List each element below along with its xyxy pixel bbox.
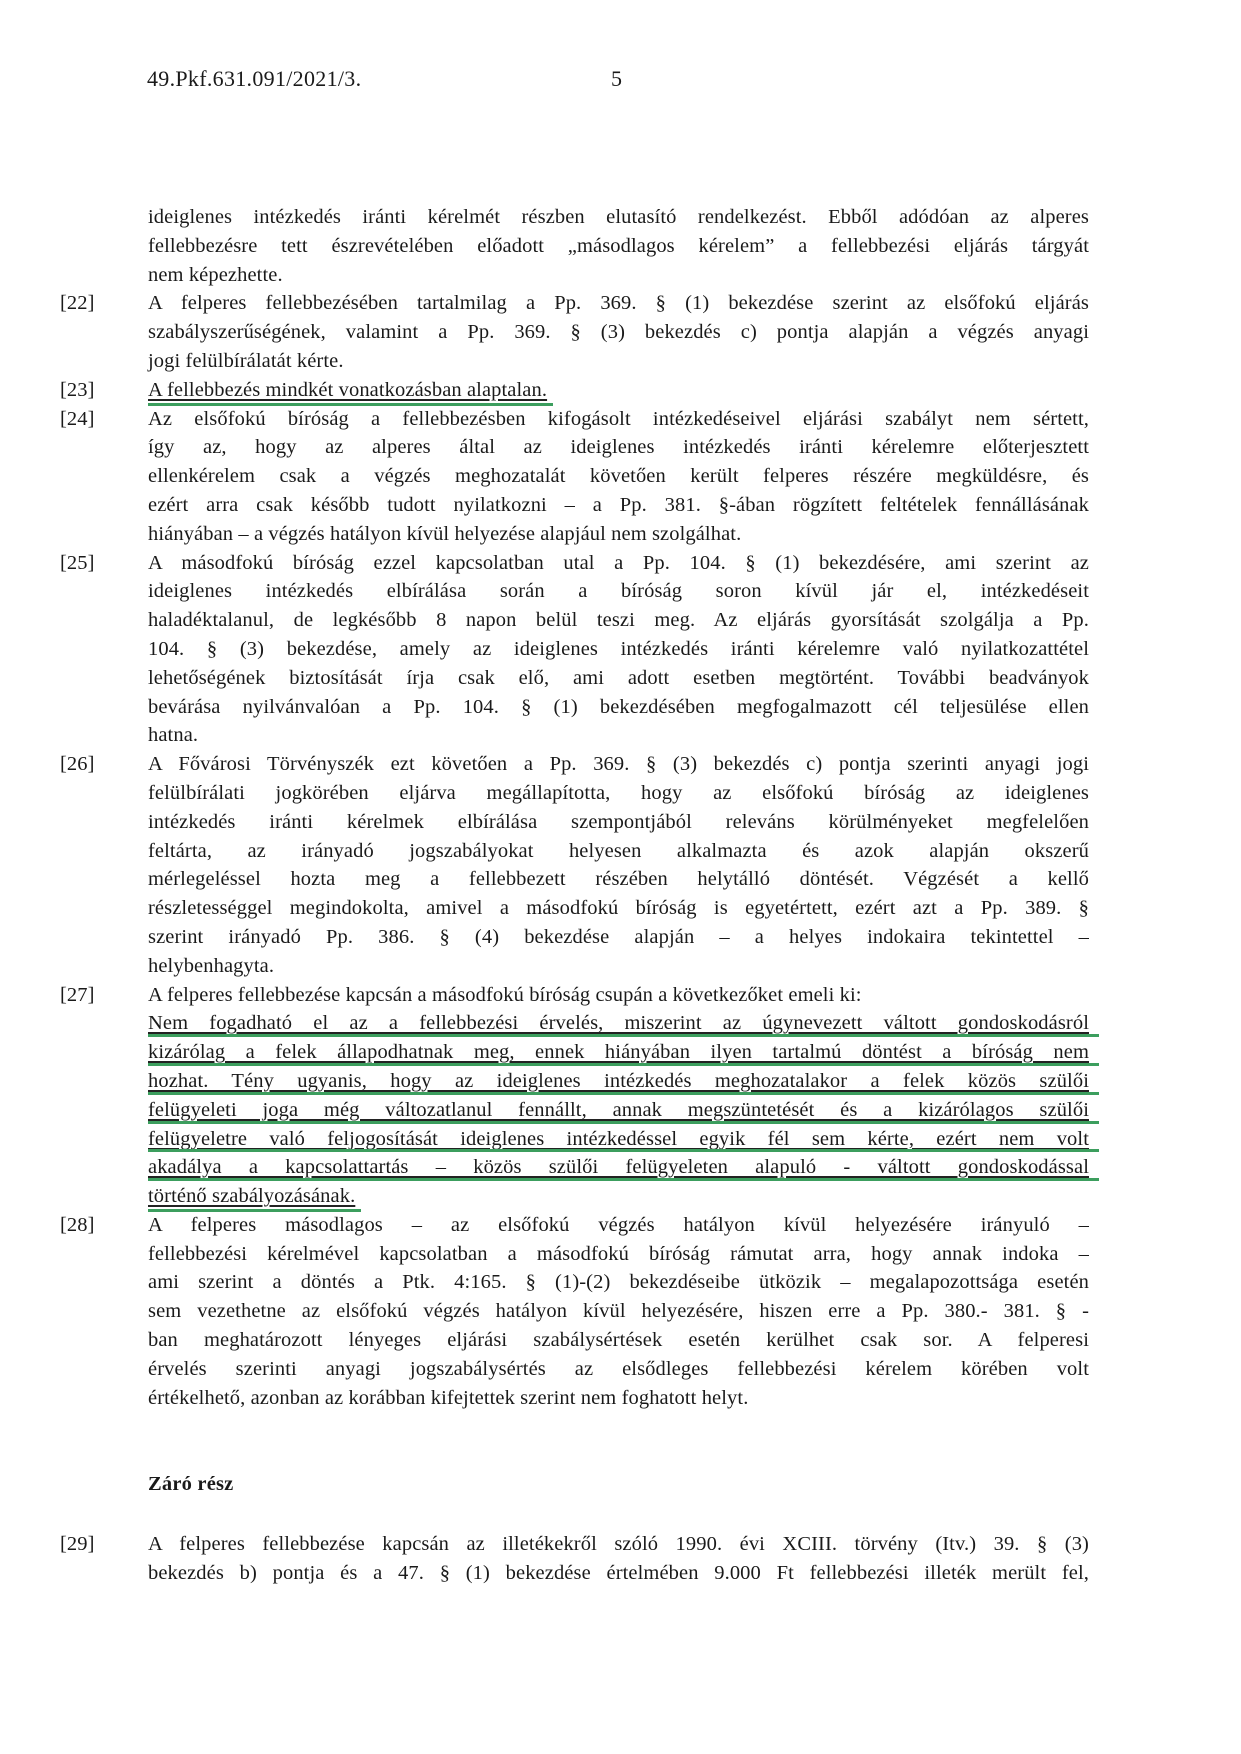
paragraph	[148, 203, 1089, 289]
line-text: értékelhető, azonban az korábban kifejtettek szerint nem foghatott helyt.	[148, 1386, 749, 1409]
paragraph	[60, 376, 1089, 405]
text-line-underlined	[148, 1182, 1089, 1211]
line-text: nem képezhette.	[148, 263, 283, 286]
line-text: A felperes fellebbezése kapcsán az illetékekről szóló 1990. évi XCIII. törvény (Itv.) 39. § (3)	[148, 1533, 1089, 1556]
text-line	[148, 462, 1089, 491]
line-text: felülbírálati jogkörében eljárva megállapította, hogy az elsőfokú bíróság az ideiglenes	[148, 781, 1089, 804]
paragraph	[60, 1530, 1089, 1588]
text-line	[148, 433, 1089, 462]
green-underline-annotation	[148, 1182, 355, 1211]
text-line	[148, 1355, 1089, 1384]
paragraph-number: [25]	[60, 551, 95, 574]
line-text: bekezdés b) pontja és a 47. § (1) bekezdése értelmében 9.000 Ft fellebbezési illeték merült fel,	[148, 1562, 1089, 1585]
line-text: hozhat. Tény ugyanis, hogy az ideiglenes intézkedés meghozatalakor a felek közös szülői	[148, 1069, 1089, 1092]
line-text: Nem fogadható el az a fellebbezési érvelés, miszerint az úgynevezett váltott gondoskodásról	[148, 1012, 1089, 1035]
text-line	[148, 750, 1089, 779]
line-text: lehetőségének biztosítását írja csak elő, ami adott esetben megtörtént. További beadványok	[148, 666, 1089, 689]
line-text: A másodfokú bíróság ezzel kapcsolatban utal a Pp. 104. § (1) bekezdésére, ami szerint az	[148, 551, 1089, 574]
text-line	[148, 808, 1089, 837]
page-number: 5	[611, 66, 622, 91]
line-text: fellebbezési kérelmével kapcsolatban a másodfokú bíróság rámutat arra, hogy annak indoka –	[148, 1242, 1089, 1265]
text-line	[148, 837, 1089, 866]
text-line-underlined	[148, 1125, 1089, 1154]
text-line	[148, 865, 1089, 894]
line-text: mérlegeléssel hozta meg a fellebbezett részében helytálló döntését. Végzését a kellő	[148, 868, 1089, 891]
text-line	[148, 1384, 1089, 1413]
line-text: ami szerint a döntés a Ptk. 4:165. § (1)-(2) bekezdéseibe ütközik – megalapozottsága esetén	[148, 1271, 1089, 1294]
line-text: ezért arra csak később tudott nyilatkozni – a Pp. 381. §-ában rögzített feltételek fennállásának	[148, 493, 1089, 516]
text-line	[148, 318, 1089, 347]
line-text: A Fővárosi Törvényszék ezt követően a Pp. 369. § (3) bekezdés c) pontja szerinti anyagi jogi	[148, 753, 1089, 776]
closing-paragraphs	[0, 1530, 1241, 1588]
line-text: felügyeletre való feljogosítását ideiglenes intézkedéssel egyik fél sem kérte, ezért nem volt	[148, 1127, 1089, 1150]
text-line-underlined	[148, 1153, 1089, 1182]
main-paragraphs	[0, 203, 1241, 1412]
text-line	[148, 606, 1089, 635]
line-text: bevárása nyilvánvalóan a Pp. 104. § (1) bekezdésében megfogalmazott cél teljesülése ellen	[148, 695, 1089, 718]
line-text: intézkedés iránti kérelmek elbírálása szempontjából releváns körülményeket megfelelően	[148, 810, 1089, 833]
paragraph-number: [26]	[60, 753, 95, 776]
line-text: hatna.	[148, 724, 199, 747]
paragraph-number: [28]	[60, 1213, 95, 1236]
line-text: Az elsőfokú bíróság a fellebbezésben kifogásolt intézkedéseivel eljárási szabályt nem sértett,	[148, 407, 1089, 430]
text-line	[148, 347, 1089, 376]
paragraph	[60, 549, 1089, 751]
text-line	[148, 405, 1089, 434]
document-body	[0, 203, 1241, 1588]
line-text: sem vezethetne az elsőfokú végzés hatályon kívül helyezésére, hiszen erre a Pp. 380.- 381. § -	[148, 1300, 1089, 1323]
text-line	[148, 664, 1089, 693]
paragraph-number: [23]	[60, 378, 95, 401]
text-line	[148, 520, 1089, 549]
text-line	[148, 894, 1089, 923]
paragraph-number: [24]	[60, 407, 95, 430]
green-underline-annotation	[148, 376, 547, 405]
line-text: A felperes fellebbezésében tartalmilag a Pp. 369. § (1) bekezdése szerint az elsőfokú eljárás	[148, 292, 1089, 315]
line-text: szerint irányadó Pp. 386. § (4) bekezdése alapján – a helyes indokaira tekintettel –	[148, 925, 1089, 948]
line-text: A fellebbezés mindkét vonatkozásban alaptalan.	[148, 378, 548, 401]
paragraph	[60, 405, 1089, 549]
text-line-underlined	[148, 1009, 1089, 1038]
text-line	[148, 261, 1089, 290]
line-text: feltárta, az irányadó jogszabályokat helyesen alkalmazta és azok alapján okszerű	[148, 839, 1089, 862]
text-line	[148, 1297, 1089, 1326]
line-text: A felperes másodlagos – az elsőfokú végzés hatályon kívül helyezésére irányuló –	[148, 1213, 1089, 1236]
text-line	[148, 1530, 1089, 1559]
line-text: ideiglenes intézkedés iránti kérelmét részben elutasító rendelkezést. Ebből adódóan az alperes	[148, 206, 1089, 228]
text-line-underlined	[148, 1038, 1089, 1067]
paragraph	[60, 981, 1089, 1211]
text-line-underlined	[148, 1067, 1089, 1096]
line-text: kizárólag a felek állapodhatnak meg, ennek hiányában ilyen tartalmú döntést a bíróság nem	[148, 1041, 1089, 1064]
text-line	[148, 981, 1089, 1010]
line-text: részletességgel megindokolta, amivel a másodfokú bíróság is egyetértett, ezért azt a Pp. 389. §	[148, 897, 1089, 920]
line-text: haladéktalanul, de legkésőbb 8 napon belül teszi meg. Az eljárás gyorsítását szolgálja a Pp.	[148, 609, 1089, 632]
text-line	[148, 491, 1089, 520]
line-text: így az, hogy az alperes által az ideiglenes intézkedés iránti kérelemre előterjesztett	[148, 436, 1089, 459]
line-text: felügyeleti joga még változatlanul fennállt, annak megszüntetését és a kizárólagos szülői	[148, 1098, 1089, 1121]
text-line	[148, 1211, 1089, 1240]
text-line	[148, 635, 1089, 664]
text-line-underlined	[148, 376, 1089, 405]
paragraph-number: [27]	[60, 983, 95, 1006]
line-text: akadálya a kapcsolattartás – közös szülői felügyeleten alapuló - váltott gondoskodással	[148, 1156, 1089, 1179]
paragraph-number: [29]	[60, 1533, 95, 1556]
text-line	[148, 1326, 1089, 1355]
line-text: hiányában – a végzés hatályon kívül helyezése alapjául nem szolgálhat.	[148, 522, 742, 545]
text-line	[148, 1268, 1089, 1297]
text-line	[148, 721, 1089, 750]
line-text: érvelés szerinti anyagi jogszabálysértés az elsődleges fellebbezési kérelem körében volt	[148, 1357, 1089, 1380]
text-line	[148, 952, 1089, 981]
text-line	[148, 577, 1089, 606]
line-text: jogi felülbírálatát kérte.	[148, 349, 344, 372]
text-line	[148, 549, 1089, 578]
line-text: szabályszerűségének, valamint a Pp. 369. § (3) bekezdés c) pontja alapján a végzés anyagi	[148, 321, 1089, 344]
paragraph	[60, 1211, 1089, 1413]
text-line	[148, 923, 1089, 952]
line-text: történő szabályozásának.	[148, 1185, 356, 1208]
paragraph	[60, 750, 1089, 980]
text-line	[148, 232, 1089, 261]
text-line	[148, 693, 1089, 722]
line-text: fellebbezésre tett észrevételében előadott „másodlagos kérelem” a fellebbezési eljárás tárgyát	[148, 234, 1089, 257]
case-number: 49.Pkf.631.091/2021/3.	[147, 66, 362, 91]
text-line	[148, 289, 1089, 318]
closing-heading: Záró rész	[148, 1473, 234, 1496]
line-text: ban meghatározott lényeges eljárási szabálysértések esetén kerülhet csak sor. A felperesi	[148, 1329, 1089, 1352]
line-text: ideiglenes intézkedés elbírálása során a bíróság soron kívül jár el, intézkedéseit	[148, 580, 1089, 603]
line-text: ellenkérelem csak a végzés meghozatalát követően került felperes részére megküldésre, és	[148, 465, 1089, 488]
paragraph-number: [22]	[60, 292, 95, 315]
line-text: helybenhagyta.	[148, 954, 275, 977]
text-line	[148, 779, 1089, 808]
text-line-underlined	[148, 1096, 1089, 1125]
line-text: 104. § (3) bekezdése, amely az ideiglenes intézkedés iránti kérelemre való nyilatkozattétel	[148, 637, 1089, 660]
text-line	[148, 203, 1089, 232]
line-text: A felperes fellebbezése kapcsán a másodfokú bíróság csupán a következőket emeli ki:	[148, 983, 862, 1006]
paragraph	[60, 289, 1089, 375]
text-line	[148, 1240, 1089, 1269]
text-line	[148, 1559, 1089, 1588]
